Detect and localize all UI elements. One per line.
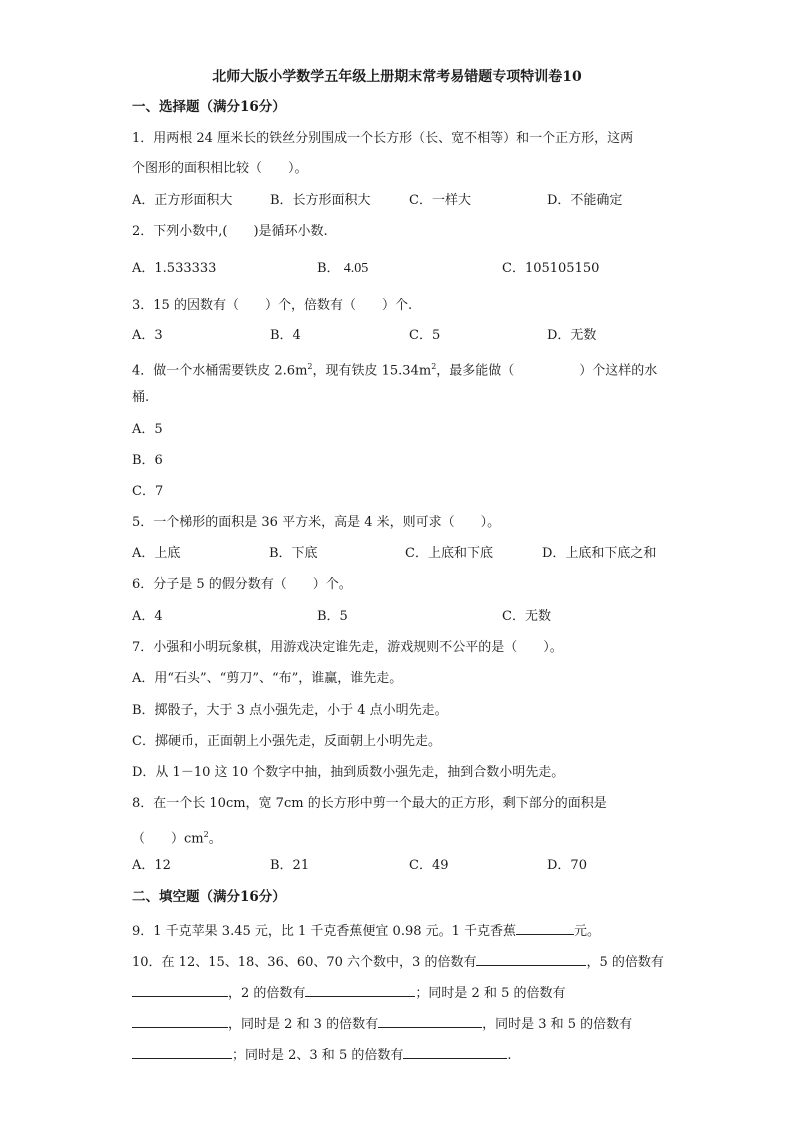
q10-text-4: ；同时是 2 和 5 的倍数有 [415,986,566,1001]
q8-sup: 2 [203,830,209,839]
q4-sup1: 2 [307,362,313,371]
q10-blank-multiples-of-5[interactable] [132,982,228,997]
q4-stem-part3: ，最多能做（ ）个这样的水 [436,363,658,379]
q8-option-a[interactable]: A．12 [132,858,171,873]
q3-stem: 3．15 的因数有（ ）个，倍数有（ ）个. [132,298,413,313]
q10-blank-multiples-of-2-3-5[interactable] [403,1044,507,1059]
q10-blank-multiples-of-3[interactable] [476,951,586,966]
q8-stem-part2: 。 [208,831,222,847]
q2-option-b[interactable] [317,260,368,278]
q8-option-c[interactable]: C．49 [409,858,449,873]
q10-line4 [132,1044,511,1065]
section2-heading: 二、填空题（满分16分） [132,889,286,905]
q1-option-d[interactable]: D．不能确定 [547,193,623,208]
q5-option-c[interactable]: C．上底和下底 [405,546,493,561]
q10-line3 [132,1013,632,1034]
q10-text-7: ；同时是 2、3 和 5 的倍数有 [232,1048,404,1063]
q8-options [132,857,732,875]
q7-stem: 7．小强和小明玩象棋，用游戏决定谁先走，游戏规则不公平的是（ ）。 [132,640,563,655]
q10-text-6: ，同时是 3 和 5 的倍数有 [482,1017,633,1032]
q4-stem-line2: 桶. [132,390,150,405]
q9-stem-part1: 9．1 千克苹果 3.45 元，比 1 千克香蕉便宜 0.98 元。1 千克香蕉 [132,924,517,939]
q3-option-d[interactable]: D．无数 [547,328,597,343]
q2-repeating-decimal [344,260,369,278]
q3-option-b[interactable]: B．4 [270,328,301,343]
q9-answer-blank[interactable] [516,920,574,935]
q9-stem [132,920,600,941]
q6-option-c[interactable]: C．无数 [502,609,551,624]
q7-option-d[interactable]: D．从 1－10 这 10 个数字中抽，抽到质数小强先走，抽到合数小明先走。 [132,765,565,780]
q5-options [132,545,732,563]
q4-option-c[interactable]: C．7 [132,484,164,499]
q3-option-a[interactable]: A．3 [132,328,163,343]
q6-option-a[interactable]: A．4 [132,609,163,624]
q4-stem-part1: 4．做一个水桶需要铁皮 2.6m [132,363,308,379]
q1-option-c[interactable]: C．一样大 [409,193,471,208]
q4-stem-line1 [132,358,657,380]
q2-option-b-value: 4.05 [343,261,369,276]
q8-stem-line2 [132,826,222,848]
q1-stem-line2: 个图形的面积相比较（ ）。 [132,161,308,176]
q1-stem-line1: 1．用两根 24 厘米长的铁丝分别围成一个长方形（长、宽不相等）和一个正方形，这两 [132,131,634,146]
q6-stem: 6．分子是 5 的假分数有（ ）个。 [132,577,352,592]
q5-option-d[interactable]: D．上底和下底之和 [542,546,657,561]
q1-option-b[interactable]: B．长方形面积大 [270,193,371,208]
q8-option-d[interactable]: D．70 [547,858,587,873]
q6-option-b[interactable]: B．5 [317,609,348,624]
q1-option-a[interactable]: A．正方形面积大 [132,193,233,208]
q10-line2 [132,982,565,1003]
q6-options [132,608,732,626]
q10-text-3: ，2 的倍数有 [228,986,306,1001]
q2-option-b-label: B． [317,261,340,276]
q10-blank-multiples-of-2-and-3[interactable] [378,1013,482,1028]
q7-option-b[interactable]: B．掷骰子，大于 3 点小强先走，小于 4 点小明先走。 [132,703,448,718]
q2-stem: 2．下列小数中,( )是循环小数. [132,224,328,239]
q4-option-a[interactable]: A．5 [132,422,163,437]
q10-text-1: 10．在 12、15、18、36、60、70 六个数中，3 的倍数有 [132,955,477,970]
q10-blank-multiples-of-2-and-5[interactable] [132,1013,228,1028]
q10-blank-multiples-of-2[interactable] [305,982,415,997]
q10-text-8: . [507,1048,512,1063]
q5-option-a[interactable]: A．上底 [132,546,181,561]
q10-text-2: ，5 的倍数有 [586,955,664,970]
q10-line1 [132,951,664,972]
q4-option-b[interactable]: B．6 [132,453,163,468]
q2-options [132,260,732,278]
q7-option-a[interactable]: A．用“石头”、“剪刀”、“布”，谁赢，谁先走。 [132,671,403,686]
page-title: 北师大版小学数学五年级上册期末常考易错题专项特训卷10 [212,69,582,85]
q3-options [132,327,732,345]
section1-heading: 一、选择题（满分16分） [132,99,286,115]
q4-sup2: 2 [431,362,437,371]
q3-option-c[interactable]: C．5 [409,328,441,343]
q4-stem-part2: ，现有铁皮 15.34m [312,363,432,379]
q8-stem-line1: 8．在一个长 10cm，宽 7cm 的长方形中剪一个最大的正方形，剩下部分的面积是 [132,796,607,811]
q10-blank-multiples-of-3-and-5[interactable] [132,1044,232,1059]
q7-option-c[interactable]: C．掷硬币，正面朝上小强先走，反面朝上小明先走。 [132,734,441,749]
q8-option-b[interactable]: B．21 [270,858,310,873]
q5-stem: 5．一个梯形的面积是 36 平方米，高是 4 米，则可求（ ）。 [132,515,501,530]
q1-options [132,192,732,210]
q8-stem-part1: （ ）cm [132,831,204,847]
q5-option-b[interactable]: B．下底 [269,546,318,561]
q2-option-a[interactable]: A．1.533333 [132,261,217,276]
q10-text-5: ，同时是 2 和 3 的倍数有 [228,1017,379,1032]
q2-option-c[interactable]: C．105105150 [502,261,600,276]
q9-stem-part2: 元。 [574,924,601,939]
